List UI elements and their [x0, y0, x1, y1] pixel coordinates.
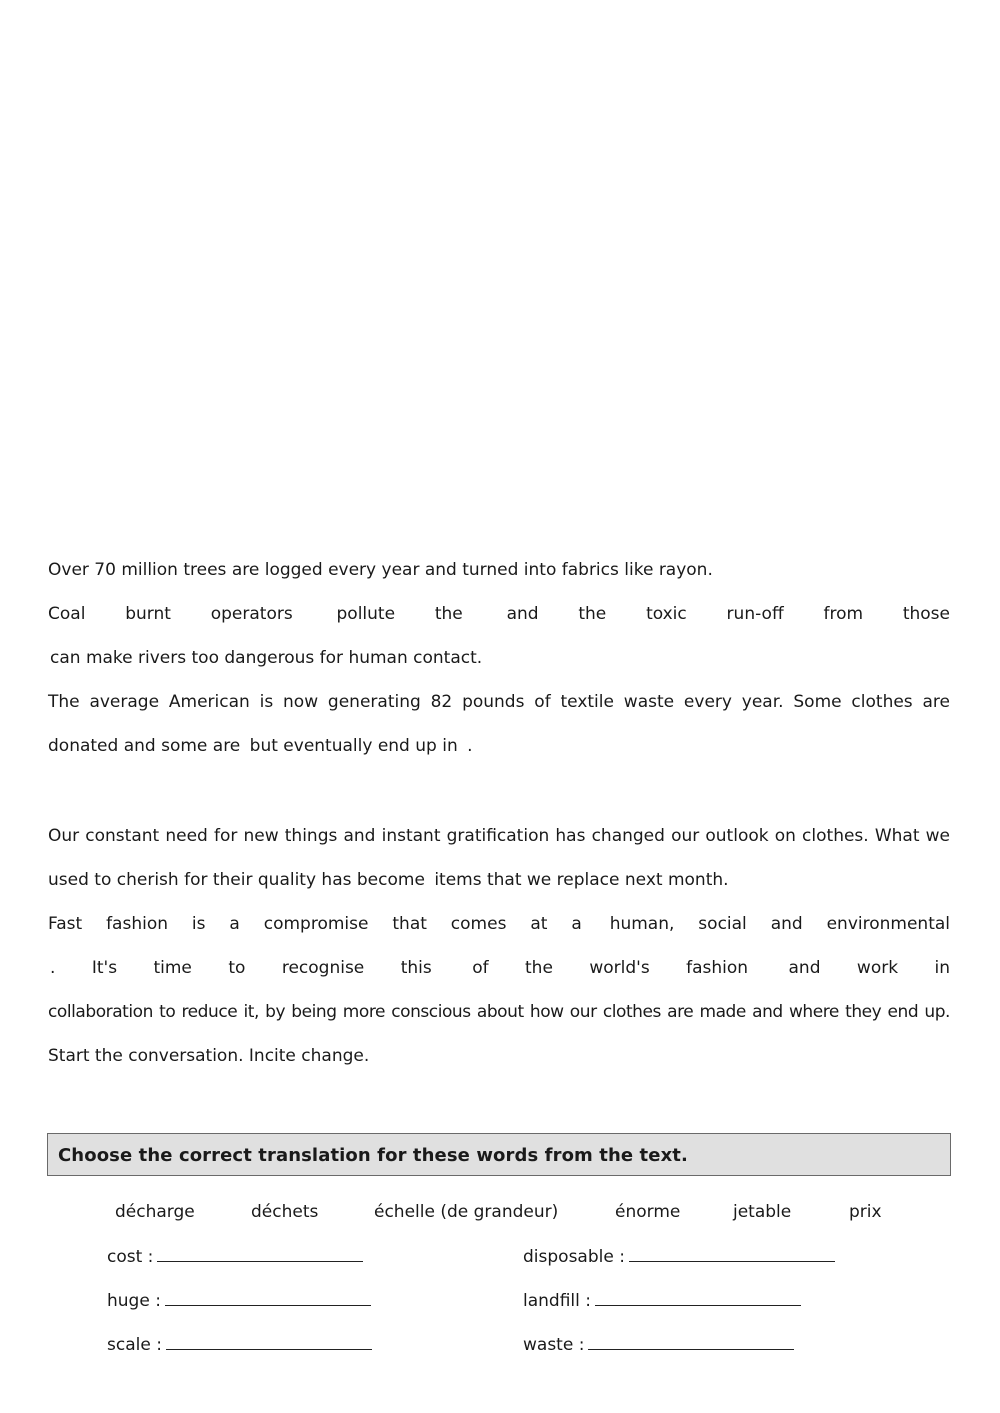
paragraph-1	[48, 548, 950, 768]
p1-line-1: Over 70 million trees are logged every year and turned into fabrics like rayon.	[48, 560, 713, 580]
answer-blank-landfill[interactable]	[595, 1289, 801, 1306]
p2-line-5: collaboration to reduce it, by being more conscious about how our clothes are made and where they end up.	[48, 1002, 950, 1022]
paragraph-2	[48, 814, 950, 1078]
answer-blank-scale[interactable]	[166, 1333, 372, 1350]
word-bank-item: jetable	[733, 1202, 792, 1222]
p1-text: pollute the	[336, 604, 463, 624]
word-bank	[0, 1196, 1000, 1228]
question-cost	[107, 1242, 365, 1272]
p2-text: . It's time to recognise this	[50, 958, 432, 978]
word-bank-item: décharge	[115, 1202, 195, 1222]
p1-line-4: The average American is now generating 82 pounds of textile waste every year. Some clothes are	[48, 692, 950, 712]
p1-text: Coal burnt operators	[48, 604, 293, 624]
question-label: disposable :	[523, 1247, 625, 1267]
word-bank-item: échelle (de grandeur)	[374, 1202, 559, 1222]
question-landfill	[523, 1286, 803, 1316]
answer-blank-disposable[interactable]	[629, 1245, 835, 1262]
word-bank-item: prix	[849, 1202, 882, 1222]
p2-line-2	[48, 858, 950, 902]
p2-line-6: Start the conversation. Incite change.	[48, 1046, 370, 1066]
question-label: huge :	[107, 1291, 161, 1311]
question-label: waste :	[523, 1335, 585, 1355]
p1-line-5	[48, 724, 950, 768]
answer-blank-cost[interactable]	[157, 1245, 363, 1262]
p2-line-4	[48, 946, 950, 990]
p2-text: Fast fashion is a compromise that comes at a	[48, 914, 582, 934]
instruction-box: Choose the correct translation for these words from the text.	[47, 1133, 951, 1176]
question-huge	[107, 1286, 373, 1316]
p2-text: human, social and environmental	[609, 914, 950, 934]
p1-line-2	[48, 592, 950, 636]
p1-line-3	[48, 636, 950, 680]
p1-text: can make rivers too dangerous for human contact.	[50, 648, 483, 668]
question-label: landfill :	[523, 1291, 591, 1311]
answer-blank-huge[interactable]	[165, 1289, 371, 1306]
question-scale	[107, 1330, 374, 1360]
question-disposable	[523, 1242, 837, 1272]
p2-text: used to cherish for their quality has become	[48, 870, 425, 890]
p2-line-3	[48, 902, 950, 946]
p1-text: and the toxic run-off from those	[506, 604, 950, 624]
p2-line-1: Our constant need for new things and instant gratification has changed our outlook on clothes. What we	[48, 826, 950, 846]
word-bank-item: énorme	[615, 1202, 681, 1222]
p1-text: but eventually end up in	[249, 736, 458, 756]
p2-text: and work in	[788, 958, 951, 978]
p2-text: items that we replace next month.	[434, 870, 729, 890]
question-waste	[523, 1330, 796, 1360]
answer-blank-waste[interactable]	[588, 1333, 794, 1350]
question-label: cost :	[107, 1247, 154, 1267]
p2-text: of the world's fashion	[472, 958, 749, 978]
p1-text: .	[467, 736, 473, 756]
question-label: scale :	[107, 1335, 162, 1355]
p1-text: donated and some are	[48, 736, 241, 756]
word-bank-item: déchets	[251, 1202, 319, 1222]
